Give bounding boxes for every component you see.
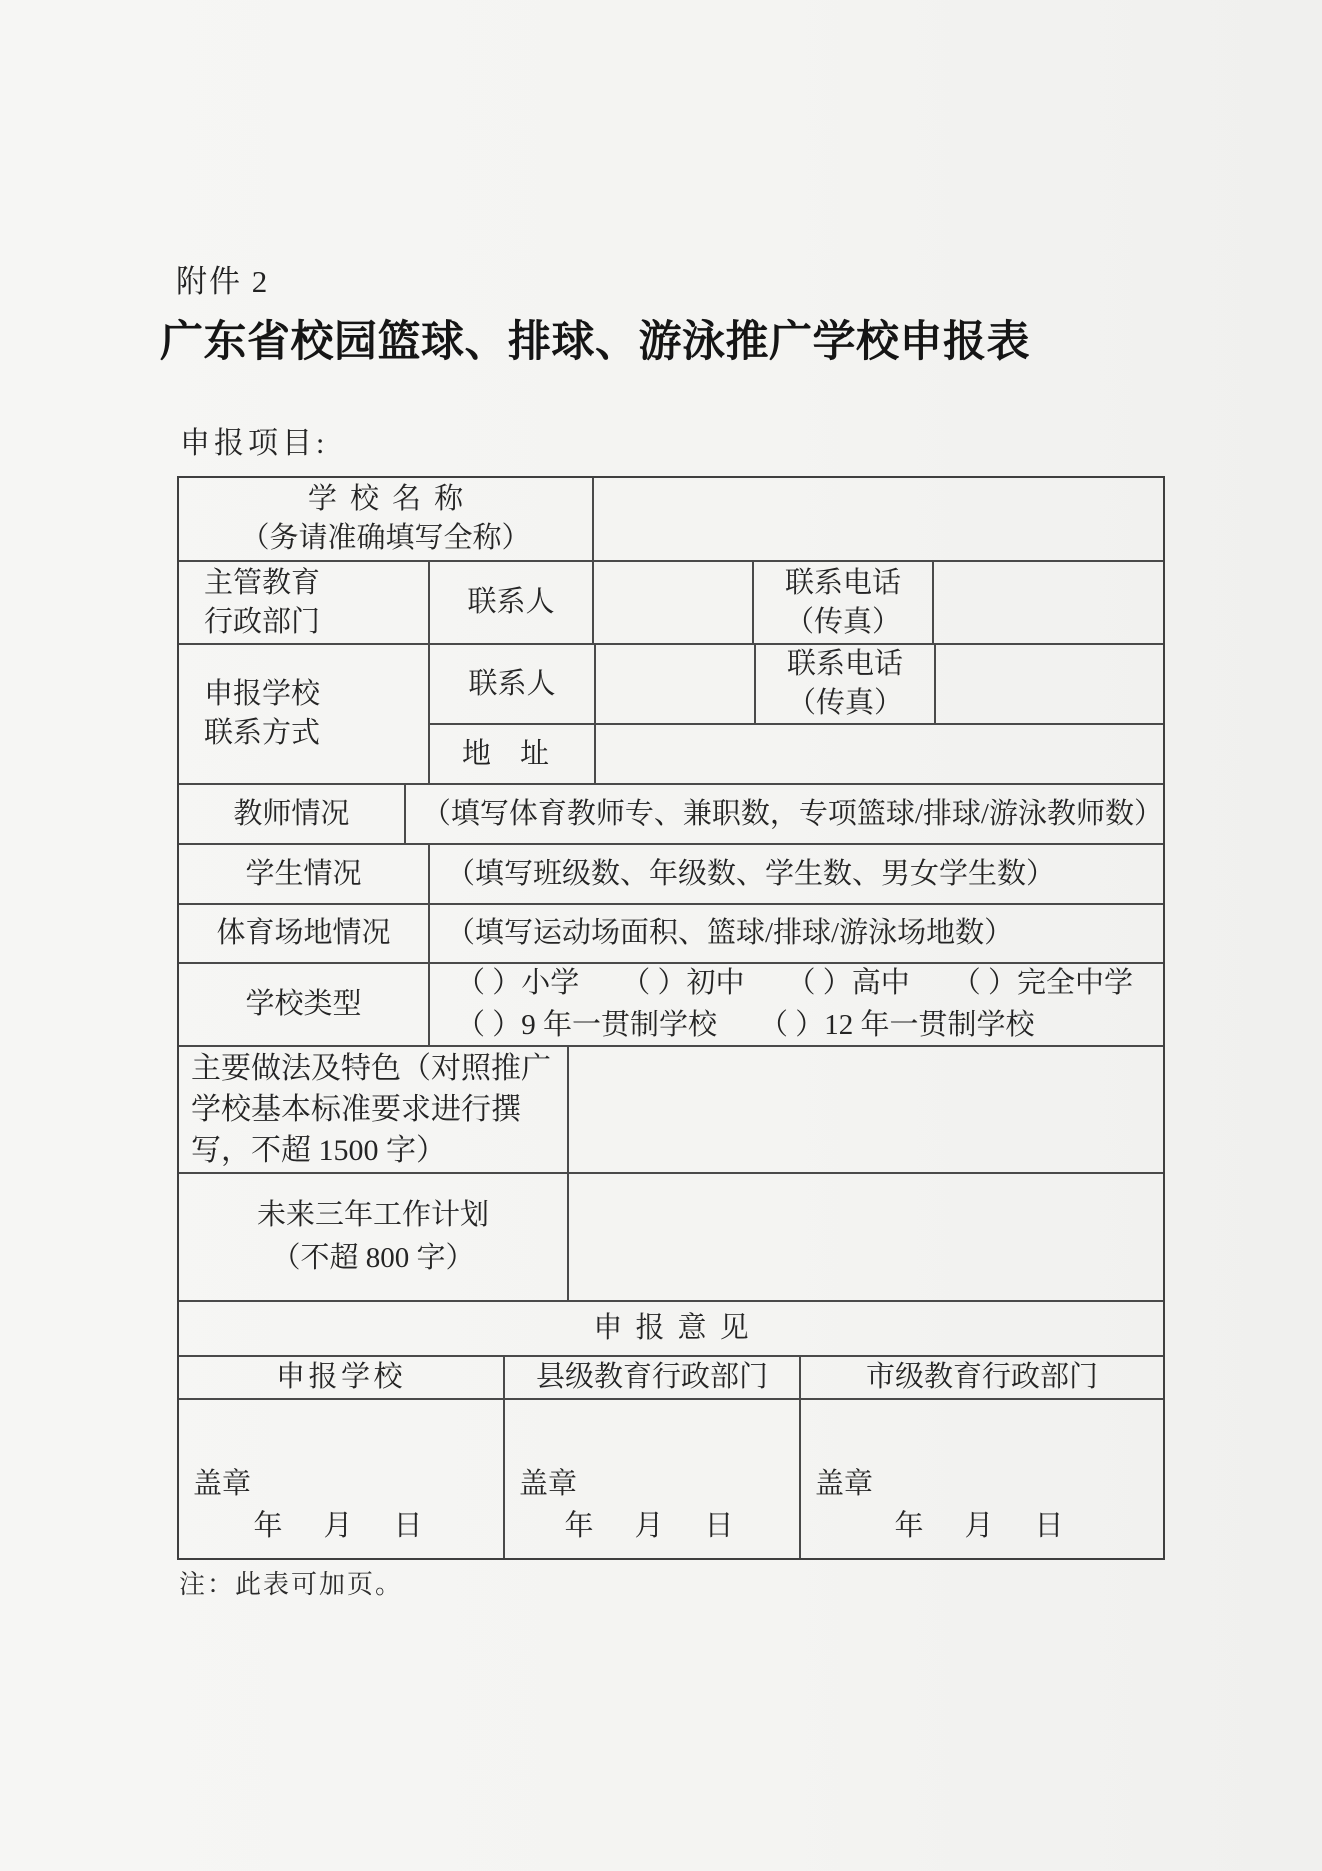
school-name-label-line1: 学校名称 bbox=[307, 483, 477, 516]
option-complete-secondary: （ ）完全中学 bbox=[951, 967, 1134, 1000]
row-sports-venues bbox=[179, 903, 1163, 962]
school-contact-label-line2: 联系方式 bbox=[204, 717, 321, 749]
address-value-cell bbox=[594, 725, 1163, 783]
practices-label-line3: 写，不超 1500 字） bbox=[191, 1134, 446, 1168]
page-title: 广东省校园篮球、排球、游泳推广学校申报表 bbox=[160, 318, 1030, 366]
three-year-plan-value-cell bbox=[567, 1174, 1163, 1300]
attachment-label: 附件 2 bbox=[176, 264, 270, 299]
option-primary-school: （ ）小学 bbox=[456, 967, 580, 1000]
school-contact-label-line1: 申报学校 bbox=[204, 678, 321, 711]
authority-phone-label-line2: （传真） bbox=[784, 605, 901, 638]
practices-label bbox=[179, 1047, 567, 1172]
sports-venues-hint-cell: （填写运动场面积、篮球/排球/游泳场地数） bbox=[428, 905, 1163, 962]
seal-label: 盖章 bbox=[193, 1468, 252, 1501]
option-nine-year: （ ）9 年一贯制学校 bbox=[456, 1009, 718, 1041]
authority-phone-label-line1: 联系电话 bbox=[784, 566, 901, 599]
practices-label-line2: 学校基本标准要求进行撰 bbox=[191, 1092, 521, 1126]
authority-phone-label bbox=[752, 562, 932, 643]
authority-label-line1: 主管教育 bbox=[204, 566, 321, 599]
school-type-options-line2 bbox=[456, 1006, 1035, 1045]
opinion-col-city-title: 市级教育行政部门 bbox=[799, 1357, 1163, 1398]
school-contact-phone-label-line2: （传真） bbox=[786, 687, 903, 719]
school-contact-phone-label-line1: 联系电话 bbox=[786, 648, 903, 681]
school-contact-subgrid bbox=[428, 645, 1163, 783]
opinion-city-seal-cell bbox=[799, 1400, 1163, 1558]
application-table bbox=[177, 476, 1165, 1560]
row-teachers bbox=[179, 783, 1163, 843]
school-name-label bbox=[179, 478, 592, 560]
row-practices bbox=[179, 1045, 1163, 1172]
authority-phone-value-cell bbox=[932, 562, 1163, 643]
footnote: 注：此表可加页。 bbox=[179, 1570, 404, 1599]
opinions-header: 申报意见 bbox=[593, 1312, 762, 1345]
three-year-plan-label-line2: （不超 800 字） bbox=[271, 1242, 475, 1274]
seal-date: 年 月 日 bbox=[253, 1510, 429, 1543]
school-contact-subrow-address bbox=[430, 723, 1163, 783]
school-type-options-line1 bbox=[456, 964, 1133, 1003]
school-name-value-cell bbox=[592, 478, 1163, 560]
school-contact-contact-label: 联系人 bbox=[468, 667, 556, 700]
school-type-label: 学校类型 bbox=[245, 988, 362, 1021]
school-type-options-cell bbox=[428, 964, 1163, 1045]
opinion-col-county-title: 县级教育行政部门 bbox=[503, 1357, 799, 1398]
seal-label: 盖章 bbox=[815, 1468, 874, 1501]
school-contact-subrow-contact bbox=[430, 645, 1163, 723]
option-junior-high: （ ）初中 bbox=[621, 967, 745, 1000]
row-opinions-header bbox=[179, 1300, 1163, 1355]
row-school-type bbox=[179, 962, 1163, 1045]
school-contact-phone-label bbox=[754, 645, 934, 723]
authority-label-line2: 行政部门 bbox=[204, 605, 321, 638]
opinion-col-school-title: 申报学校 bbox=[276, 1361, 406, 1394]
school-contact-label bbox=[179, 645, 428, 783]
authority-contact-label: 联系人 bbox=[428, 562, 592, 643]
project-label: 申报项目: bbox=[180, 427, 329, 460]
row-school-name bbox=[179, 478, 1163, 560]
row-three-year-plan bbox=[179, 1172, 1163, 1300]
school-contact-phone-value-cell bbox=[934, 645, 1163, 723]
teachers-label: 教师情况 bbox=[233, 797, 350, 830]
row-school-contact bbox=[179, 643, 1163, 783]
seal-date: 年 月 日 bbox=[564, 1510, 740, 1543]
authority-contact-value-cell bbox=[592, 562, 752, 643]
three-year-plan-label-line1: 未来三年工作计划 bbox=[256, 1199, 489, 1232]
option-senior-high: （ ）高中 bbox=[786, 967, 910, 1000]
opinion-school-seal-cell bbox=[179, 1400, 503, 1558]
authority-label bbox=[179, 562, 428, 643]
students-hint-cell: （填写班级数、年级数、学生数、男女学生数） bbox=[428, 845, 1163, 903]
teachers-hint-cell: （填写体育教师专、兼职数，专项篮球/排球/游泳教师数） bbox=[404, 785, 1163, 843]
practices-label-line1: 主要做法及特色（对照推广 bbox=[191, 1051, 551, 1085]
school-name-label-line2: （务请准确填写全称） bbox=[240, 522, 531, 554]
three-year-plan-label bbox=[179, 1174, 567, 1300]
address-label: 地 址 bbox=[462, 737, 550, 770]
row-authority bbox=[179, 560, 1163, 643]
practices-value-cell bbox=[567, 1047, 1163, 1172]
students-label: 学生情况 bbox=[245, 857, 362, 890]
seal-date: 年 月 日 bbox=[894, 1510, 1070, 1543]
sports-venues-label: 体育场地情况 bbox=[216, 917, 391, 950]
row-opinions-seals bbox=[179, 1398, 1163, 1558]
row-opinions-columns bbox=[179, 1355, 1163, 1398]
school-contact-contact-value-cell bbox=[594, 645, 754, 723]
seal-label: 盖章 bbox=[519, 1468, 578, 1501]
row-students bbox=[179, 843, 1163, 903]
opinion-county-seal-cell bbox=[503, 1400, 799, 1558]
option-twelve-year: （ ）12 年一贯制学校 bbox=[759, 1009, 1035, 1041]
